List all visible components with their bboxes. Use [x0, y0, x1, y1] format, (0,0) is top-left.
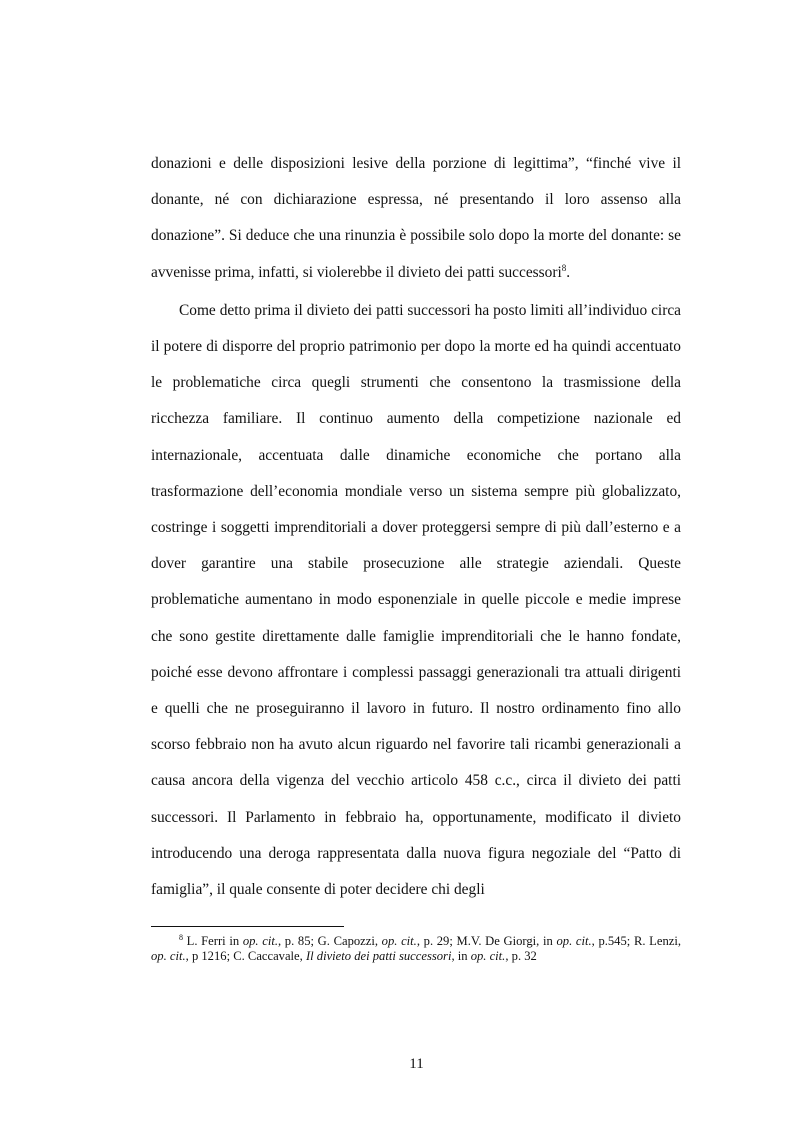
footnote-text: , p 1216; C. Caccavale, — [185, 949, 306, 963]
footnote-text: , p. 29; M.V. De Giorgi, in — [416, 934, 557, 948]
footnote-citation: op. cit. — [242, 934, 278, 948]
footnote-divider — [151, 926, 344, 927]
footnote-reference[interactable]: 8 — [561, 262, 567, 273]
paragraph-1-text: donazioni e delle disposizioni lesive della porzione di legittima”, “finché vive il donante, né con dichiarazione espressa, né presentando il loro assenso alla donazione”. Si deduce che una rinunzia è possibile solo dopo la morte del donante: se avvenisse prima, infatti, si violerebbe il divieto dei patti successori — [151, 155, 681, 281]
footnote-citation: op. cit. — [470, 949, 506, 963]
footnote-text: , p. 85; G. Capozzi, — [277, 934, 382, 948]
footnote-citation: op. cit. — [556, 934, 592, 948]
footnote-number: 8 — [179, 932, 183, 942]
footnote-text: , p. 32 — [505, 949, 537, 963]
footnote-citation: Il divieto dei patti successori — [305, 949, 452, 963]
paragraph-2: Come detto prima il divieto dei patti successori ha posto limiti all’individuo circa il potere di disporre del proprio patrimonio per dopo la morte ed ha quindi accentuato le problematiche circa quegli strumenti che consentono la trasmissione della ricchezza familiare. Il continuo aumento della competizione nazionale ed internazionale, accentuata dalle dinamiche economiche che portano alla trasformazione dell’economia mondiale verso un sistema sempre più globalizzato, costringe i soggetti imprenditoriali a dover proteggersi sempre di più dall’esterno e a dover garantire una stabile prosecuzione alle strategie aziendali. Queste problematiche aumentano in modo esponenziale in quelle piccole e medie imprese che sono gestite direttamente dalle famiglie imprenditoriali che le hanno fondate, poiché esse devono affrontare i complessi passaggi generazionali tra attuali dirigenti e quelli che ne proseguiranno il lavoro in futuro. Il nostro ordinamento fino allo scorso febbraio non ha avuto alcun riguardo nel favorire tali ricambi generazionali a causa ancora della vigenza del vecchio articolo 458 c.c., circa il divieto dei patti successori. Il Parlamento in febbraio ha, opportunamente, modificato il divieto introducendo una deroga rappresentata dalla nuova figura negoziale del “Patto di famiglia”, il quale consente di poter decidere chi degli — [151, 301, 681, 899]
footnote-text: , p.545; R. Lenzi, — [591, 934, 681, 948]
footnote-citation: op. cit. — [381, 934, 417, 948]
footnote — [151, 934, 681, 964]
footnote-text: L. Ferri in — [183, 934, 243, 948]
footnote-text: , in — [451, 949, 471, 963]
footnote-citation: op. cit. — [151, 949, 186, 963]
body-text — [151, 146, 681, 908]
paragraph-1 — [151, 146, 681, 291]
paragraph-1-end: . — [566, 263, 571, 281]
page-number: 11 — [409, 1056, 424, 1072]
